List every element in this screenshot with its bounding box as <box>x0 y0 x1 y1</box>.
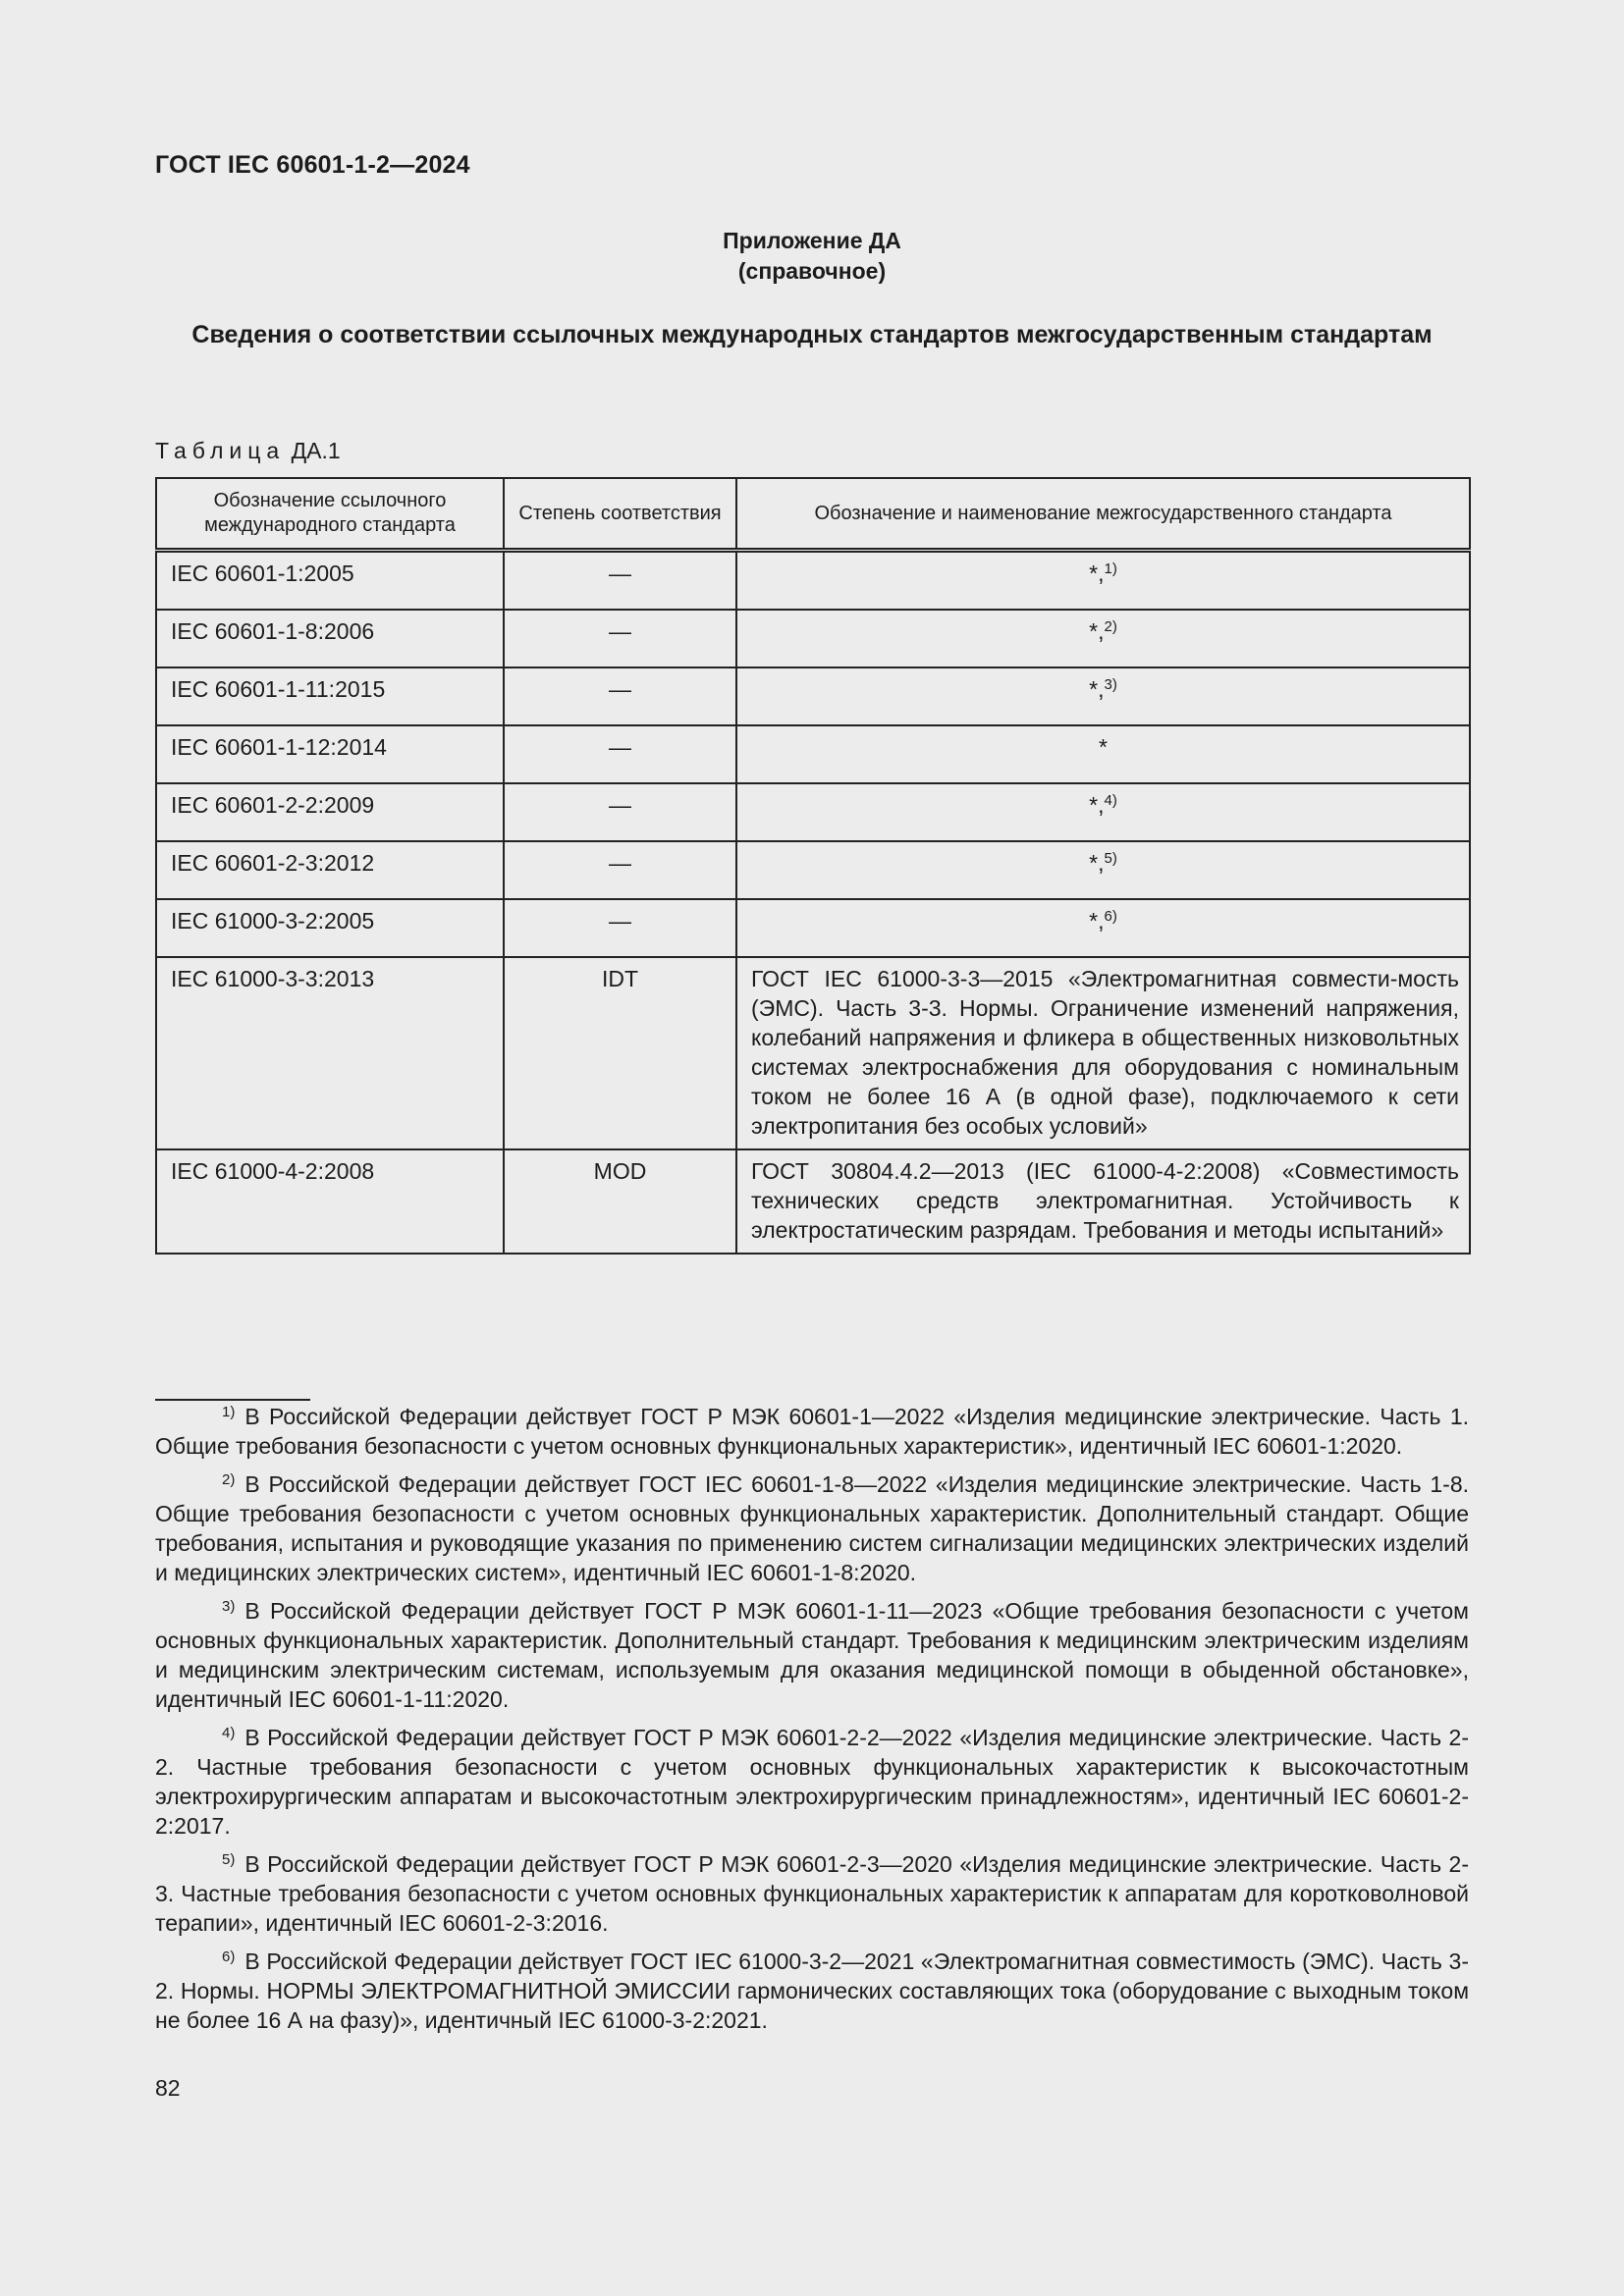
table-row <box>156 610 1470 667</box>
annex-subtitle: (справочное) <box>737 258 887 284</box>
table-row <box>156 841 1470 899</box>
gost-mark: *, <box>1089 618 1105 644</box>
gost-mark: * <box>1099 734 1108 760</box>
footnote-text: В Российской Федерации действует ГОСТ IEC 61000-3-2—2021 «Электромагнитная совместимость (ЭМС). Часть 3-2. Нормы. НОРМЫ ЭЛЕКТРОМАГНИТНОЙ ЭМИССИИ гармонических составляющих тока (оборудование с выходным током не более 16 А на фазу)», идентичный IEC 61000-3-2:2021. <box>155 1949 1469 2033</box>
footnote-mark: 4) <box>222 1725 236 1741</box>
cell-degree: — <box>504 841 736 899</box>
gost-mark: *, <box>1089 676 1105 702</box>
table-header-row <box>156 478 1470 551</box>
gost-mark: *, <box>1089 792 1105 818</box>
footnote-ref: 5) <box>1104 850 1117 867</box>
cell-gost: ГОСТ IEC 61000-3-3—2015 «Электромагнитная совмести-мость (ЭМС). Часть 3-3. Нормы. Ограничение изменений напряжения, колебаний напряжения и фликера в общественных низковольтных системах электроснабжения для оборудования с номинальным током не более 16 А (в одной фазе), подключаемого к сети электропитания без особых условий» <box>736 957 1470 1149</box>
cell-gost <box>736 899 1470 957</box>
cell-gost <box>736 667 1470 725</box>
table-row <box>156 899 1470 957</box>
footnote <box>155 1723 1469 1841</box>
gost-mark: *, <box>1089 561 1105 586</box>
cell-gost <box>736 725 1470 783</box>
gost-mark: *, <box>1089 908 1105 934</box>
cell-ref: IEC 60601-1-11:2015 <box>156 667 504 725</box>
header-interstate-standard: Обозначение и наименование межгосударственного стандарта <box>736 478 1470 551</box>
cell-gost: ГОСТ 30804.4.2—2013 (IEC 61000-4-2:2008) «Совместимость технических средств электромагнитная. Устойчивость к электростатическим разрядам. Требования и методы испытаний» <box>736 1149 1470 1254</box>
cell-degree: — <box>504 725 736 783</box>
cell-degree: MOD <box>504 1149 736 1254</box>
cell-degree: — <box>504 783 736 841</box>
document-id-header: ГОСТ IEC 60601-1-2—2024 <box>155 151 470 179</box>
cell-degree: — <box>504 899 736 957</box>
table-row <box>156 667 1470 725</box>
footnote-text: В Российской Федерации действует ГОСТ IEC 60601-1-8—2022 «Изделия медицинские электрические. Часть 1-8. Общие требования безопасности с учетом основных функциональных характеристик. Дополнительный стандарт. Общие требования, испытания и руководящие указания по применению систем сигнализации медицинских электрических изделий и медицинских электрических систем», идентичный IEC 60601-1-8:2020. <box>155 1471 1469 1585</box>
annex-title-block <box>155 226 1469 287</box>
cell-ref: IEC 61000-3-3:2013 <box>156 957 504 1149</box>
table-row <box>156 551 1470 611</box>
footnote <box>155 1849 1469 1938</box>
page-number: 82 <box>155 2075 181 2101</box>
cell-ref: IEC 61000-3-2:2005 <box>156 899 504 957</box>
footnotes <box>155 1402 1469 2044</box>
cell-ref: IEC 60601-2-3:2012 <box>156 841 504 899</box>
table-caption-number: ДА.1 <box>291 438 341 463</box>
table-caption <box>155 438 341 464</box>
table-row <box>156 783 1470 841</box>
footnote-ref: 1) <box>1104 561 1117 577</box>
cell-ref: IEC 61000-4-2:2008 <box>156 1149 504 1254</box>
footnote-text: В Российской Федерации действует ГОСТ Р МЭК 60601-2-3—2020 «Изделия медицинские электрические. Часть 2-3. Частные требования безопасности с учетом основных функциональных характеристик к аппаратам для коротковолновой терапии», идентичный IEC 60601-2-3:2016. <box>155 1851 1469 1936</box>
footnote <box>155 1947 1469 2035</box>
footnote-ref: 4) <box>1104 792 1117 809</box>
table-caption-word: Таблица <box>155 438 286 463</box>
footnote-text: В Российской Федерации действует ГОСТ Р МЭК 60601-1-11—2023 «Общие требования безопасности с учетом основных функциональных характеристик. Дополнительный стандарт. Требования к медицинским электрическим изделиям и медицинским электрическим системам, используемым для оказания медицинской помощи в обыденной обстановке», идентичный IEC 60601-1-11:2020. <box>155 1598 1469 1712</box>
footnote-text: В Российской Федерации действует ГОСТ Р МЭК 60601-2-2—2022 «Изделия медицинские электрические. Часть 2-2. Частные требования безопасности с учетом основных функциональных характеристик к высокочастотным электрохирургическим аппаратам и высокочастотным электрохирургическим принадлежностям», идентичный IEC 60601-2-2:2017. <box>155 1725 1469 1839</box>
annex-title: Приложение ДА <box>723 228 901 253</box>
section-title: Сведения о соответствии ссылочных международных стандартов межгосударственным стандартам <box>191 321 1433 348</box>
cell-degree: — <box>504 667 736 725</box>
footnote <box>155 1402 1469 1461</box>
footnote-ref: 6) <box>1104 908 1117 925</box>
cell-gost <box>736 783 1470 841</box>
cell-gost <box>736 551 1470 611</box>
footnote-divider <box>155 1399 310 1401</box>
table-row <box>156 1149 1470 1254</box>
table-row <box>156 957 1470 1149</box>
footnote <box>155 1469 1469 1587</box>
cell-ref: IEC 60601-1:2005 <box>156 551 504 611</box>
footnote-ref: 2) <box>1104 618 1117 635</box>
header-degree: Степень соответствия <box>504 478 736 551</box>
cell-ref: IEC 60601-1-12:2014 <box>156 725 504 783</box>
footnote-mark: 5) <box>222 1851 236 1868</box>
cell-gost <box>736 841 1470 899</box>
gost-mark: *, <box>1089 850 1105 876</box>
cell-degree: — <box>504 551 736 611</box>
cell-degree: IDT <box>504 957 736 1149</box>
table-row <box>156 725 1470 783</box>
footnote-mark: 6) <box>222 1949 236 1965</box>
cell-ref: IEC 60601-1-8:2006 <box>156 610 504 667</box>
cell-degree: — <box>504 610 736 667</box>
footnote <box>155 1596 1469 1714</box>
footnote-mark: 1) <box>222 1404 236 1420</box>
header-international-standard: Обозначение ссылочного международного стандарта <box>156 478 504 551</box>
footnote-ref: 3) <box>1104 676 1117 693</box>
footnote-mark: 3) <box>222 1598 236 1615</box>
cell-gost <box>736 610 1470 667</box>
standards-correspondence-table <box>155 477 1471 1255</box>
cell-ref: IEC 60601-2-2:2009 <box>156 783 504 841</box>
footnote-text: В Российской Федерации действует ГОСТ Р МЭК 60601-1—2022 «Изделия медицинские электрические. Часть 1. Общие требования безопасности с учетом основных функциональных характеристик», идентичный IEC 60601-1:2020. <box>155 1404 1469 1459</box>
footnote-mark: 2) <box>222 1471 236 1488</box>
